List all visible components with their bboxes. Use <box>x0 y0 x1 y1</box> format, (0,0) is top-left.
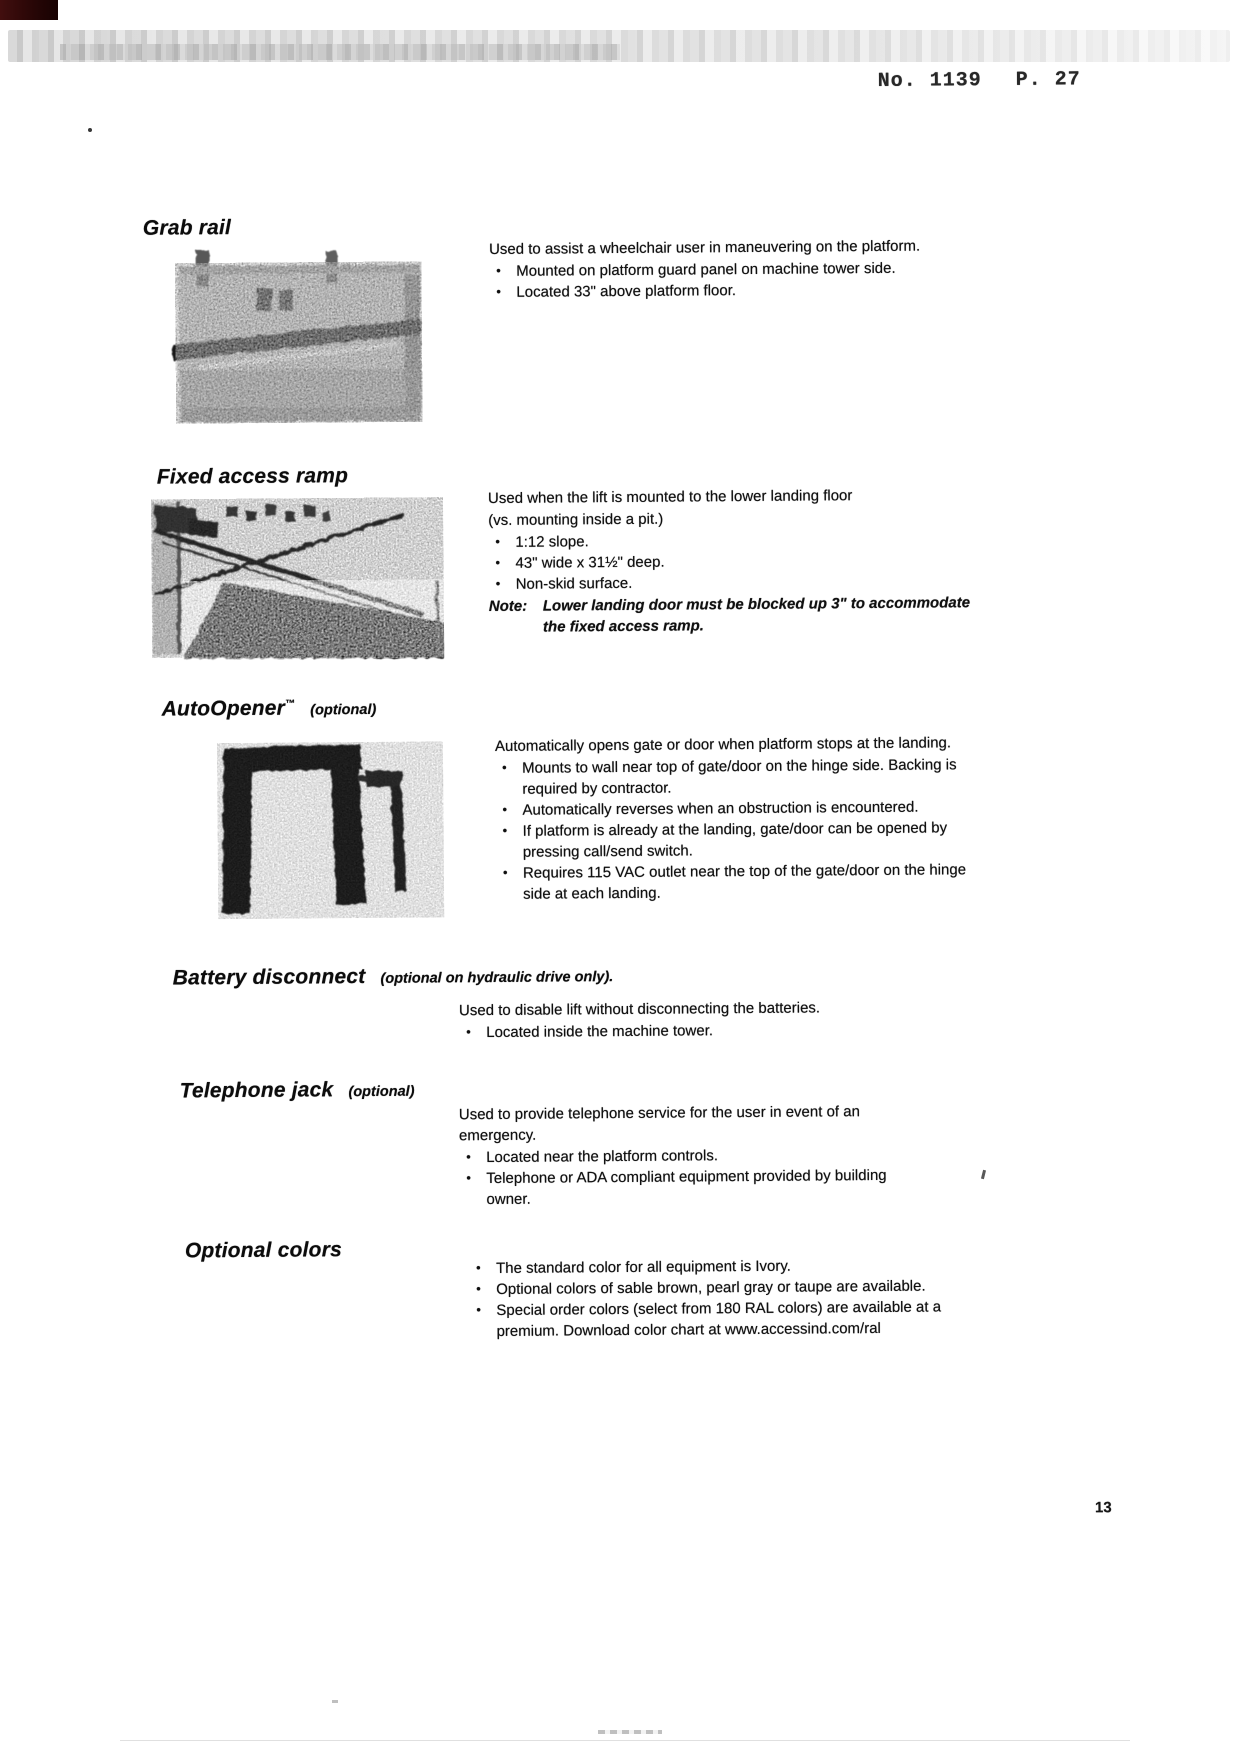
grab-rail-bullets <box>489 257 971 303</box>
section-title-telephone-jack <box>180 1078 415 1104</box>
bullet-text: Mounted on platform guard panel on machine tower side. <box>516 259 896 280</box>
bullet-icon: • <box>496 283 501 299</box>
list-item <box>459 1165 911 1211</box>
note-text: Lower landing door must be blocked up 3" to accommodate the fixed access ramp. <box>542 594 971 636</box>
grab-rail-photo <box>167 247 430 427</box>
section-qualifier: (optional) <box>310 701 377 719</box>
list-item <box>496 817 990 863</box>
fax-page: P. 27 <box>1015 68 1081 92</box>
bullet-icon: • <box>502 759 507 775</box>
section-qualifier: (optional on hydraulic drive only). <box>380 969 614 987</box>
grab-rail-intro: Used to assist a wheelchair user in maneuvering on the platform. <box>488 237 921 259</box>
ramp-intro-line1: Used when the lift is mounted to the lower landing floor <box>487 487 853 508</box>
page-number: 13 <box>1094 1499 1112 1517</box>
section-title-battery-disconnect <box>173 963 614 990</box>
bullet-icon: • <box>495 533 500 549</box>
bullet-text: Optional colors of sable brown, pearl gray or taupe are available. <box>496 1277 926 1298</box>
bullet-text: The standard color for all equipment is Ivory. <box>495 1257 791 1277</box>
ramp-note <box>489 592 989 638</box>
telephone-jack-description <box>459 1101 912 1211</box>
list-item <box>489 278 971 303</box>
telephone-intro: Used to provide telephone service for the user in event of an emergency. <box>458 1103 860 1145</box>
section-title-autoopener <box>162 696 377 722</box>
colors-bullets <box>469 1254 972 1342</box>
bullet-icon: • <box>495 554 501 570</box>
bullet-icon: • <box>496 262 501 278</box>
section-title-text: Optional colors <box>184 1238 343 1263</box>
section-title-text: Grab rail <box>142 216 232 240</box>
bullet-icon: • <box>466 1149 471 1165</box>
fax-number: No. 1139 <box>877 69 982 93</box>
list-item <box>496 859 990 905</box>
grab-rail-description <box>489 235 971 303</box>
section-qualifier: (optional) <box>348 1083 415 1101</box>
battery-bullets <box>459 1018 939 1043</box>
telephone-bullets <box>459 1144 911 1211</box>
list-item <box>459 1018 939 1043</box>
list-item <box>495 754 989 800</box>
ramp-intro-line2: (vs. mounting inside a pit.) <box>488 510 664 530</box>
autoopener-intro: Automatically opens gate or door when platform stops at the landing. <box>494 734 952 755</box>
ramp-bullets <box>488 528 988 595</box>
fax-header <box>878 68 1098 93</box>
fixed-access-ramp-description <box>488 484 989 638</box>
section-title-grab-rail <box>143 216 231 241</box>
bullet-text: 43" wide x 31½" deep. <box>515 553 665 572</box>
bullet-text: Automatically reverses when an obstruction is encountered. <box>522 798 919 819</box>
section-title-text: Fixed access ramp <box>156 464 349 489</box>
battery-disconnect-description <box>459 996 939 1043</box>
bullet-icon: • <box>502 864 508 880</box>
section-title-text: Battery disconnect <box>172 965 366 990</box>
list-item <box>469 1296 971 1342</box>
bullet-icon: • <box>476 1281 481 1297</box>
bullet-icon: • <box>495 575 501 591</box>
bullet-icon: • <box>475 1260 481 1276</box>
bullet-icon: • <box>466 1170 471 1186</box>
note-label: Note: <box>488 597 528 616</box>
bullet-text: If platform is already at the landing, gate/door can be opened by pressing call/send switch. <box>522 819 948 861</box>
autoopener-bullets <box>495 754 990 905</box>
section-title-fixed-access-ramp <box>157 464 349 490</box>
autoopener-drawing <box>217 741 444 919</box>
list-item <box>489 570 989 595</box>
bullet-text: Non-skid surface. <box>515 574 633 593</box>
bullet-icon: • <box>502 822 508 838</box>
bullet-text: Mounts to wall near top of gate/door on the hinge side. Backing is required by contractor. <box>522 756 957 798</box>
bullet-text: Located inside the machine tower. <box>486 1022 714 1042</box>
bullet-icon: • <box>502 801 508 817</box>
section-title-text: Telephone jack <box>179 1078 334 1103</box>
optional-colors-description <box>469 1254 972 1342</box>
bullet-icon: • <box>466 1024 471 1040</box>
battery-intro: Used to disable lift without disconnecting the batteries. <box>458 999 821 1020</box>
trademark-symbol: ™ <box>284 698 296 710</box>
section-title-text: AutoOpener <box>161 696 286 721</box>
bullet-text: Requires 115 VAC outlet near the top of the gate/door on the hinge side at each landing. <box>522 861 967 903</box>
bullet-text: 1:12 slope. <box>515 533 589 551</box>
bullet-text: Special order colors (select from 180 RAL colors) are available at a premium. Download color chart at www.accessind.com/ral <box>496 1298 942 1340</box>
autoopener-description <box>495 732 990 905</box>
bullet-text: Telephone or ADA compliant equipment provided by building owner. <box>486 1166 887 1209</box>
fixed-access-ramp-drawing <box>151 493 444 661</box>
bullet-icon: • <box>476 1302 481 1318</box>
section-title-optional-colors <box>185 1238 342 1263</box>
bullet-text: Located near the platform controls. <box>486 1147 719 1167</box>
bullet-text: Located 33" above platform floor. <box>516 282 737 301</box>
